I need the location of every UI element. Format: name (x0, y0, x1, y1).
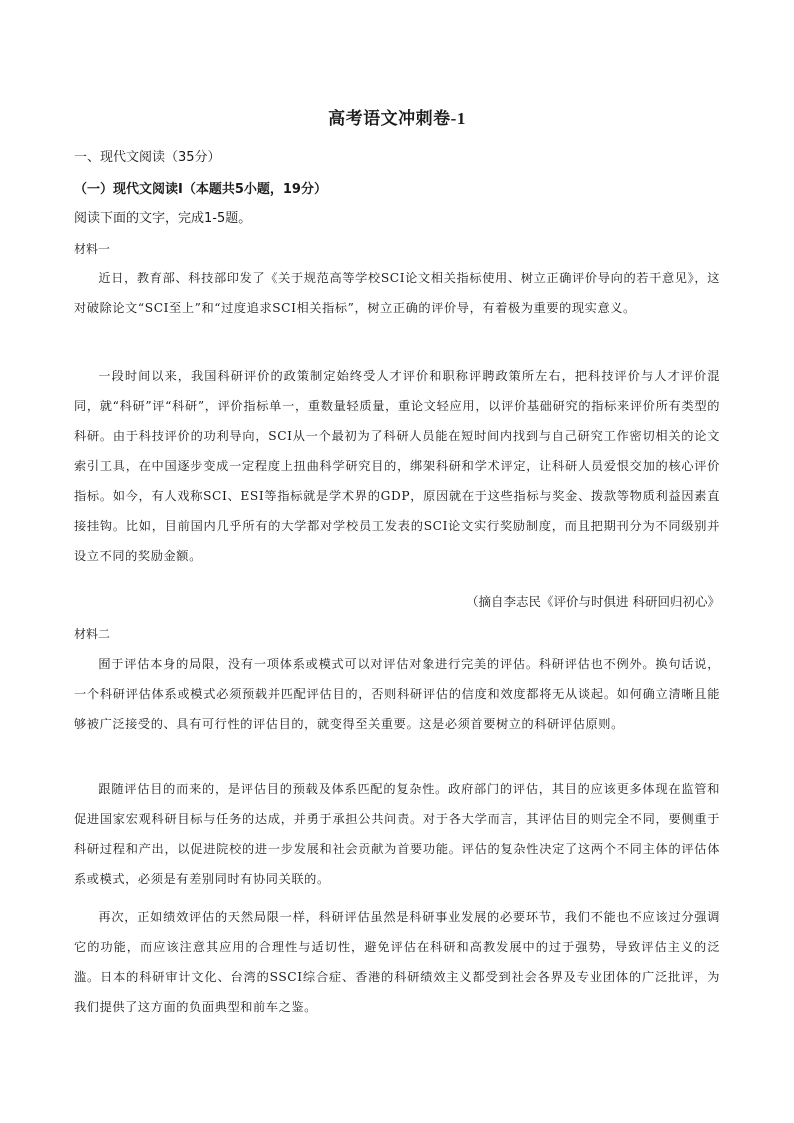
material-one-paragraph: 近日，教育部、科技部印发了《关于规范高等学校SCI论文相关指标使用、树立正确评价导向的若干意见》，这对破除论文“SCI至上”和“过度追求SCI相关指标”，树立正确的评价导，有着极为重要的现实意义。 (74, 271, 720, 315)
section-heading: 一、现代文阅读（35分） (74, 150, 221, 165)
material-two-paragraph: 囿于评估本身的局限，没有一项体系或模式可以对评估对象进行完美的评估。科研评估也不例外。换句话说，一个科研评估体系或模式必须预载并匹配评估目的，否则科研评估的信度和效度都将无从谈起。如何确立清晰且能够被广泛接受的、具有可行性的评估目的，就变得至关重要。这是必须首要树立的科研评估原则。 (74, 657, 720, 731)
page-title: 高考语文冲刺卷-1 (328, 109, 466, 128)
material-two-paragraph: 跟随评估目的而来的，是评估目的预载及体系匹配的复杂性。政府部门的评估，其目的应该更多体现在监管和促进国家宏观科研目标与任务的达成，并勇于承担公共问责。对于各大学而言，其评估目的则完全不同，要侧重于科研过程和产出，以促进院校的进一步发展和社会贡献为首要功能。评估的复杂性决定了这两个不同主体的评估体系或模式，必须是有差别同时有协同关联的。 (74, 782, 720, 886)
material-two-paragraph: 再次，正如绩效评估的天然局限一样，科研评估虽然是科研事业发展的必要环节，我们不能也不应该过分强调它的功能，而应该注意其应用的合理性与适切性，避免评估在科研和高教发展中的过于强势，导致评估主义的泛滥。日本的科研审计文化、台湾的SSCI综合症、香港的科研绩效主义都受到社会各界及专业团体的广泛批评，为我们提供了这方面的负面典型和前车之鉴。 (74, 910, 720, 1014)
material-one-paragraph: 一段时间以来，我国科研评价的政策制定始终受人才评价和职称评聘政策所左右，把科技评价与人才评价混同，就“科研”评“科研”，评价指标单一，重数量轻质量，重论文轻应用，以评价基础研究的指标来评价所有类型的科研。由于科技评价的功利导向，SCI从一个最初为了科研人员能在短时间内找到与自己研究工作密切相关的论文索引工具，在中国逐步变成一定程度上扭曲科学研究目的，绑架科研和学术评定，让科研人员爱恨交加的核心评价指标。如今，有人戏称SCI、ESI等指标就是学术界的GDP，原因就在于这些指标与奖金、拨款等物质利益因素直接挂钩。比如，目前国内几乎所有的大学都对学校员工发表的SCI论文实行奖励制度，而且把期刊分为不同级别并设立不同的奖励金额。 (74, 369, 720, 563)
material-one-source: （摘自李志民《评价与时俱进 科研回归初心》 (466, 594, 720, 609)
material-two-label: 材料二 (74, 627, 111, 641)
material-one-label: 材料一 (74, 242, 111, 256)
sub-heading: （一）现代文阅读Ⅰ（本题共5小题，19分） (74, 182, 327, 197)
reading-instruction: 阅读下面的文字，完成1-5题。 (74, 211, 252, 226)
